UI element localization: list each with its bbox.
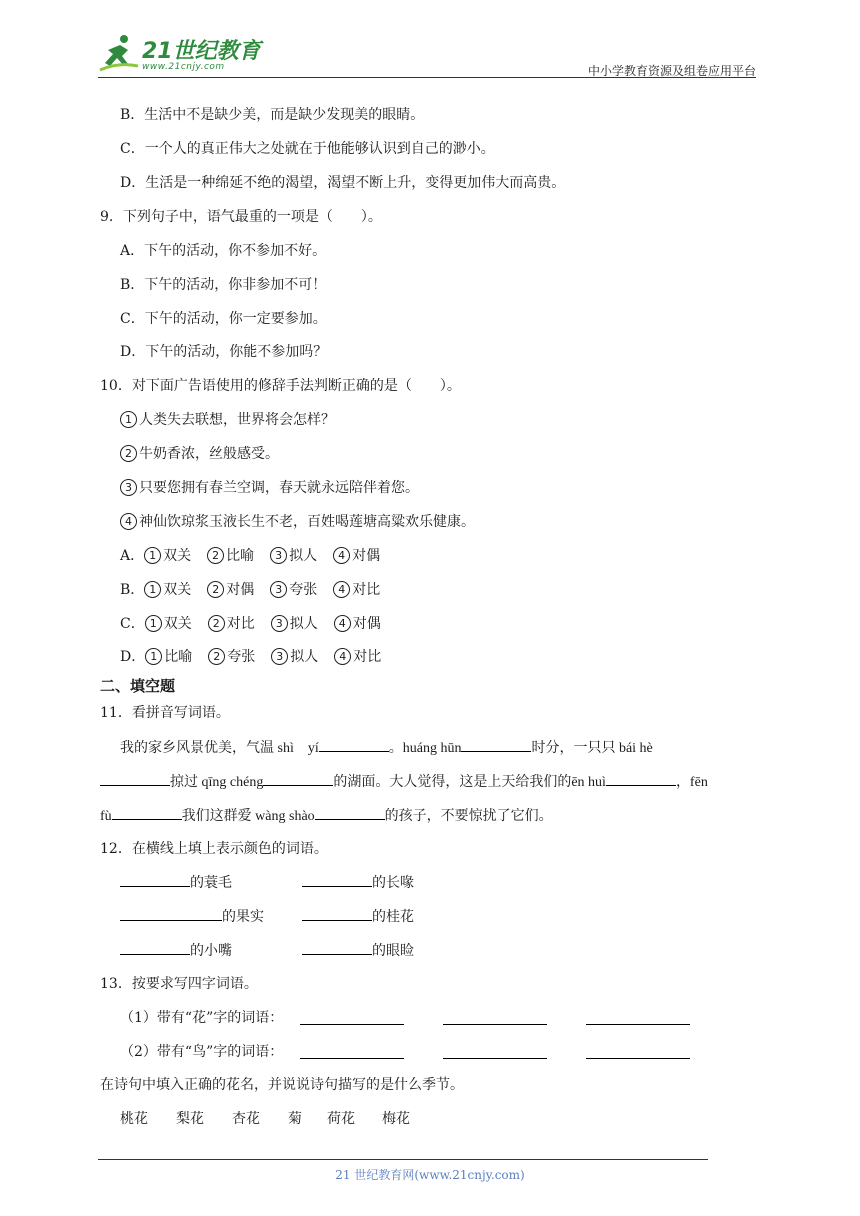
answer-blank[interactable] [112, 805, 182, 820]
answer-blank[interactable] [443, 1044, 547, 1059]
option-part-text: 比喻 [164, 649, 193, 665]
option-part [271, 614, 318, 634]
q10-option-b [120, 580, 396, 600]
answer-blank[interactable] [120, 906, 222, 921]
option-part [270, 580, 317, 600]
q12-row-3-left [120, 940, 232, 961]
q9-option-a: A．下午的活动，你不参加不好。 [120, 243, 327, 259]
circled-number: 2 [207, 547, 224, 564]
q10-option-c [120, 614, 397, 634]
option-part [207, 546, 254, 566]
q14-flower-3: 杏花 [232, 1111, 260, 1127]
option-part-text: 夸张 [227, 649, 256, 665]
option-part-text: 拟人 [289, 616, 318, 632]
q11-text: 我的家乡风景优美，气温 shì yí [120, 741, 319, 756]
answer-blank[interactable] [319, 737, 389, 752]
option-label: B． [120, 582, 145, 598]
answer-blank[interactable] [606, 771, 676, 786]
option-part-text: 对比 [226, 616, 255, 632]
option-label: C． [120, 616, 145, 632]
option-part-text: 对偶 [226, 582, 255, 598]
q10-item-text: 神仙饮琼浆玉液长生不老，百姓喝莲塘高粱欢乐健康。 [139, 514, 475, 530]
option-part [208, 614, 255, 634]
q10-item-3 [120, 478, 419, 498]
answer-blank[interactable] [302, 940, 372, 955]
circled-number: 4 [333, 547, 350, 564]
option-part-text: 比喻 [226, 548, 255, 564]
q11-text: 我们这群爱 wàng shào [181, 809, 315, 824]
q12-stem: 12．在横线上填上表示颜色的词语。 [100, 841, 328, 857]
q12-row-2-right [302, 906, 414, 927]
option-part [333, 546, 380, 566]
answer-blank[interactable] [302, 872, 372, 887]
q12-text: 的眼睑 [372, 943, 414, 959]
answer-blank[interactable] [300, 1010, 404, 1025]
option-part [145, 614, 192, 634]
option-part-text: 对比 [352, 582, 381, 598]
footer-link[interactable]: 21 世纪教育网(www.21cnjy.com) [335, 1168, 525, 1182]
q11-stem: 11．看拼音写词语。 [100, 705, 230, 721]
circled-number: 1 [145, 648, 162, 665]
answer-blank[interactable] [120, 872, 190, 887]
circled-number: 1 [144, 581, 161, 598]
answer-blank[interactable] [263, 771, 333, 786]
q13-row-1-label: （1）带有“花”字的词语： [120, 1010, 284, 1026]
q9-option-b: B．下午的活动，你非参加不可！ [120, 277, 327, 293]
q14-flower-2: 梨花 [176, 1111, 204, 1127]
option-part [207, 580, 254, 600]
q10-item-text: 牛奶香浓，丝般感受。 [139, 446, 279, 462]
option-part [334, 647, 381, 667]
q8-option-b: B．生活中不是缺少美，而是缺少发现美的眼睛。 [120, 107, 425, 123]
circled-number: 4 [120, 513, 137, 530]
option-part-text: 对偶 [352, 616, 381, 632]
answer-blank[interactable] [586, 1010, 690, 1025]
q8-option-d: D．生活是一种绵延不绝的渴望，渴望不断上升，变得更加伟大而高贵。 [120, 175, 566, 191]
q10-item-text: 人类失去联想，世界将会怎样？ [139, 412, 335, 428]
circled-number: 4 [334, 648, 351, 665]
option-part-text: 夸张 [289, 582, 318, 598]
option-part [333, 580, 380, 600]
q10-option-d [120, 647, 397, 667]
q12-row-1-right [302, 872, 414, 893]
footer-divider [98, 1159, 708, 1160]
q11-text: 的湖面。大人觉得，这是上天给我们的ēn huì [333, 775, 606, 790]
option-part [144, 546, 191, 566]
answer-blank[interactable] [315, 805, 385, 820]
page-header [98, 28, 756, 78]
option-part [145, 647, 192, 667]
q10-stem: 10．对下面广告语使用的修辞手法判断正确的是（ ）。 [100, 378, 461, 394]
q11-text: ，fēn [675, 775, 708, 790]
q10-item-1 [120, 410, 335, 430]
q14-flower-1: 桃花 [120, 1111, 148, 1127]
answer-blank[interactable] [302, 906, 372, 921]
q11-line-1 [120, 737, 653, 759]
answer-blank[interactable] [461, 737, 531, 752]
option-part-text: 双关 [163, 582, 192, 598]
option-part [208, 647, 255, 667]
circled-number: 3 [271, 615, 288, 632]
option-part-text: 双关 [163, 548, 192, 564]
q12-row-1-left [120, 872, 232, 893]
q11-text: 。huáng hūn [388, 741, 462, 756]
q12-row-2-left [120, 906, 264, 927]
q11-text: fù [100, 809, 112, 824]
q14-flower-4: 菊 [288, 1111, 302, 1127]
circled-number: 3 [271, 648, 288, 665]
runner-logo-icon [98, 32, 140, 74]
logo-text: 21世纪教育 [142, 39, 261, 64]
answer-blank[interactable] [100, 771, 170, 786]
option-label: A． [120, 548, 145, 564]
q10-item-4 [120, 512, 475, 532]
q10-item-text: 只要您拥有春兰空调，春天就永远陪伴着您。 [139, 480, 419, 496]
q11-text: 掠过 qīng chéng [170, 775, 264, 790]
option-part [270, 546, 317, 566]
q12-text: 的长喙 [372, 875, 414, 891]
answer-blank[interactable] [443, 1010, 547, 1025]
circled-number: 4 [333, 581, 350, 598]
circled-number: 4 [334, 615, 351, 632]
site-logo [98, 32, 268, 76]
option-part-text: 对比 [353, 649, 382, 665]
q11-line-2 [100, 771, 708, 793]
section-title: 二、填空题 [100, 677, 176, 695]
option-part-text: 拟人 [289, 548, 318, 564]
circled-number: 1 [145, 615, 162, 632]
option-part [144, 580, 191, 600]
circled-number: 2 [208, 615, 225, 632]
answer-blank[interactable] [586, 1044, 690, 1059]
q11-text: 时分，一只只 bái hè [531, 741, 653, 756]
circled-number: 3 [120, 479, 137, 496]
q10-option-a [120, 546, 396, 566]
circled-number: 3 [270, 547, 287, 564]
circled-number: 3 [270, 581, 287, 598]
logo-url: www.21cnjy.com [142, 62, 225, 72]
q9-stem: 9．下列句子中，语气最重的一项是（ ）。 [100, 209, 382, 225]
q11-text: 的孩子，不要惊扰了它们。 [384, 809, 553, 824]
q14-flower-5: 荷花 [327, 1111, 355, 1127]
q12-text: 的桂花 [372, 909, 414, 925]
q12-text: 的蓑毛 [190, 875, 232, 891]
answer-blank[interactable] [120, 940, 190, 955]
option-part [271, 647, 318, 667]
option-part-text: 对偶 [352, 548, 381, 564]
option-part [334, 614, 381, 634]
header-platform-text: 中小学教育资源及组卷应用平台 [587, 64, 756, 78]
q9-option-d: D．下午的活动，你能不参加吗？ [120, 344, 328, 360]
option-part-text: 双关 [163, 616, 192, 632]
q11-line-3 [100, 805, 553, 827]
circled-number: 1 [120, 411, 137, 428]
q13-row-2-label: （2）带有“鸟”字的词语： [120, 1044, 284, 1060]
circled-number: 2 [208, 648, 225, 665]
header-divider [98, 77, 756, 78]
q12-text: 的果实 [222, 909, 264, 925]
q13-stem: 13．按要求写四字词语。 [100, 976, 258, 992]
q8-option-c: C．一个人的真正伟大之处就在于他能够认识到自己的渺小。 [120, 141, 495, 157]
answer-blank[interactable] [300, 1044, 404, 1059]
q14-flower-6: 梅花 [382, 1111, 410, 1127]
q9-option-c: C．下午的活动，你一定要参加。 [120, 311, 327, 327]
q12-row-3-right [302, 940, 414, 961]
option-part-text: 拟人 [290, 649, 319, 665]
q14-stem: 在诗句中填入正确的花名，并说说诗句描写的是什么季节。 [100, 1077, 464, 1093]
circled-number: 2 [207, 581, 224, 598]
q10-item-2 [120, 444, 279, 464]
q12-text: 的小嘴 [190, 943, 232, 959]
circled-number: 2 [120, 445, 137, 462]
circled-number: 1 [144, 547, 161, 564]
option-label: D． [120, 649, 146, 665]
